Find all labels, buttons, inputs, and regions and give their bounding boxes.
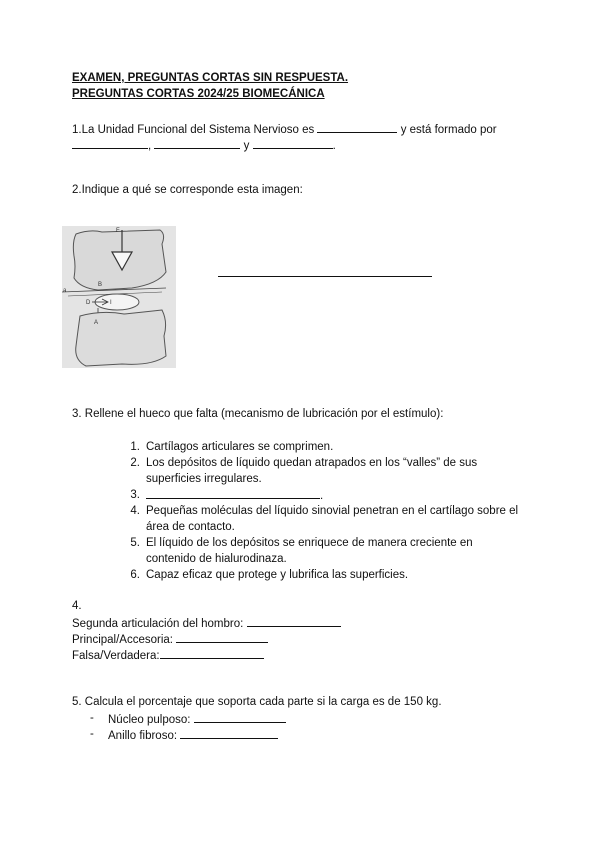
q5-item-2-row: [108, 728, 278, 742]
q5-nucleus-blank[interactable]: [194, 712, 286, 723]
q4-shoulder-blank[interactable]: [247, 616, 341, 627]
exam-title: EXAMEN, PREGUNTAS CORTAS SIN RESPUESTA.: [72, 72, 349, 84]
question-1-line-1: [72, 122, 497, 136]
list-number: 1.: [130, 441, 140, 453]
q5-annulus-label: Anillo fibroso:: [108, 730, 178, 742]
list-item-text: Capaz eficaz que protege y lubrifica las superficies.: [146, 569, 409, 581]
question-2-text: 2.Indique a qué se corresponde esta imagen:: [72, 184, 303, 196]
list-item-text: Los depósitos de líquido quedan atrapados en los “valles” de sus superficies irregulares.: [146, 457, 478, 485]
list-item-blank-wrap: [146, 488, 526, 505]
question-4-line-3: [72, 648, 264, 662]
figure-label-a: A: [94, 320, 99, 326]
question-1-text-b: y está formado por: [400, 124, 497, 136]
figure-label-d: D: [86, 300, 91, 306]
spine-segment-figure: [62, 226, 176, 368]
vertebra-disc-diagram: [62, 226, 176, 368]
q1-separator-comma: ,: [148, 140, 152, 152]
list-number: 5.: [130, 537, 140, 549]
q4-shoulder-label: Segunda articulación del hombro:: [72, 618, 244, 630]
list-item-text: El líquido de los depósitos se enriquece de manera creciente en contenido de hialurodinaza.: [146, 537, 473, 565]
question-1-line-2: [72, 138, 336, 152]
question-4-line-1: [72, 616, 341, 630]
q1-answer-blank-2[interactable]: [72, 138, 148, 149]
q3-answer-blank[interactable]: [146, 488, 320, 499]
question-4-number: 4.: [72, 600, 82, 612]
q4-principal-label: Principal/Accesoria:: [72, 634, 173, 646]
list-number: 3.: [130, 489, 140, 501]
list-item-text: Cartílagos articulares se comprimen.: [146, 441, 334, 453]
q2-answer-line[interactable]: [218, 276, 432, 277]
bullet-dash: -: [90, 712, 94, 724]
list-number: 2.: [130, 457, 140, 469]
question-1-text: 1.La Unidad Funcional del Sistema Nervioso es: [72, 124, 315, 136]
list-number: 4.: [130, 505, 140, 517]
q1-answer-blank-3[interactable]: [154, 138, 240, 149]
question-3-text: 3. Rellene el hueco que falta (mecanismo de lubricación por el estímulo):: [72, 408, 444, 420]
q5-nucleus-label: Núcleo pulposo:: [108, 714, 191, 726]
q4-principal-blank[interactable]: [176, 632, 268, 643]
q5-annulus-blank[interactable]: [180, 728, 278, 739]
question-5-text: 5. Calcula el porcentaje que soporta cada parte si la carga es de 150 kg.: [72, 696, 442, 708]
q3-blank-period: .: [320, 490, 324, 502]
bullet-dash: -: [90, 728, 94, 740]
q1-separator-y: y: [243, 140, 250, 152]
q4-true-false-label: Falsa/Verdadera:: [72, 650, 160, 662]
q1-answer-blank-1[interactable]: [317, 122, 397, 133]
question-4-line-2: [72, 632, 268, 646]
list-item-text: Pequeñas moléculas del líquido sinovial penetran en el cartílago sobre el área de contacto.: [146, 505, 519, 533]
exam-subtitle: PREGUNTAS CORTAS 2024/25 BIOMECÁNICA: [72, 88, 325, 100]
figure-label-i: I: [110, 300, 112, 306]
q1-answer-blank-4[interactable]: [253, 138, 333, 149]
figure-label-b: B: [98, 282, 103, 288]
q1-end-period: .: [332, 140, 336, 152]
figure-label-a-left: a: [63, 288, 67, 294]
figure-label-f: F: [116, 228, 120, 234]
q5-item-1-row: [108, 712, 286, 726]
list-number: 6.: [130, 569, 140, 581]
q4-true-false-blank[interactable]: [160, 648, 264, 659]
